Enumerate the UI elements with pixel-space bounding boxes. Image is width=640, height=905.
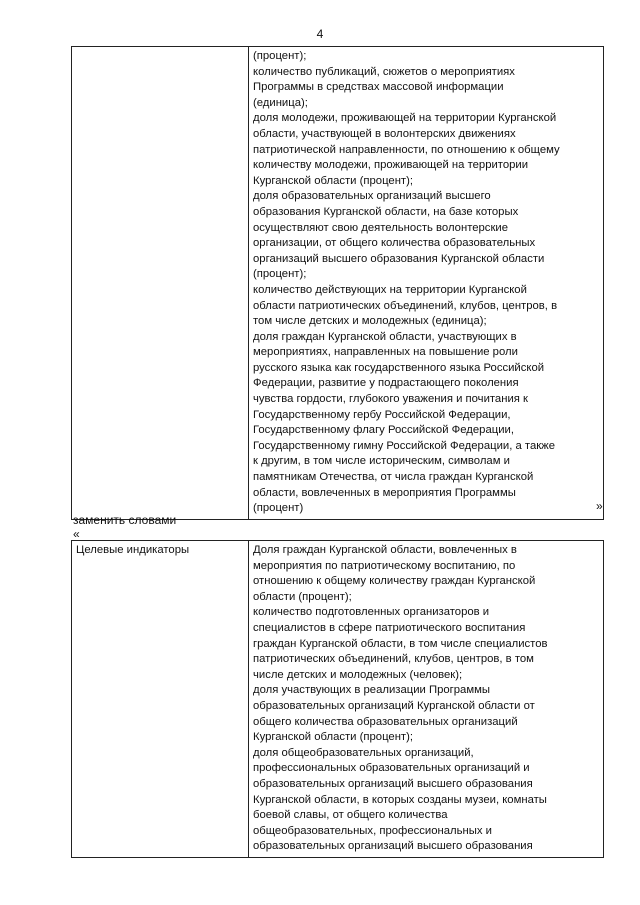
text-line: Государственному гимну Российской Федерации, а также: [253, 439, 556, 452]
text-line: (единица);: [253, 96, 308, 109]
text-line: доля образовательных организаций высшего: [253, 190, 491, 203]
text-line: организаций высшего образования Курганской области: [253, 252, 545, 265]
text-line: организации, от общего количества образовательных: [253, 237, 536, 250]
text-line: патриотических объединений, клубов, центров, в том: [253, 653, 534, 666]
text-line: мероприятия по патриотическому воспитанию, по: [253, 559, 516, 572]
table-cell-label: [72, 47, 249, 520]
text-line: общего количества образовательных организаций: [253, 715, 518, 728]
text-line: (процент);: [253, 268, 307, 281]
text-line: числе детских и молодежных (человек);: [253, 668, 463, 681]
text-line: чувства гордости, глубокого уважения и почитания к: [253, 393, 528, 406]
text-line: количество подготовленных организаторов и: [253, 606, 490, 619]
page-number: 4: [316, 27, 324, 41]
text-line: Программы в средствах массовой информации: [253, 81, 504, 94]
indicators-table-new: [71, 540, 604, 858]
text-line: Государственному флагу Российской Федерации,: [253, 424, 514, 437]
text-line: Федерации, развитие у подрастающего поколения: [253, 377, 519, 390]
text-line: Курганской области (процент);: [253, 731, 414, 744]
replace-instruction: заменить словами: [73, 513, 177, 527]
text-line: отношению к общему количеству граждан Курганской: [253, 575, 536, 588]
table-row: [72, 541, 604, 858]
text-line: памятникам Отечества, от числа граждан Курганской: [253, 471, 534, 484]
indicators-table-old: [71, 46, 604, 520]
text-line: доля участвующих в реализации Программы: [253, 684, 490, 697]
text-line: образовательных организаций высшего образования: [253, 777, 533, 790]
text-line: области, вовлеченных в мероприятия Программы: [253, 486, 516, 499]
text-line: мероприятиях, направленных на повышение роли: [253, 346, 518, 359]
text-line: боевой славы, от общего количества: [253, 809, 448, 822]
text-line: к другим, в том числе историческим, символам и: [253, 455, 510, 468]
text-line: том числе детских и молодежных (единица);: [253, 315, 487, 328]
text-line: специалистов в сфере патриотического воспитания: [253, 621, 526, 634]
text-line: русского языка как государственного языка Российской: [253, 361, 545, 374]
text-line: количество действующих на территории Курганской: [253, 283, 527, 296]
text-line: области патриотических объединений, клубов, центров, в: [253, 299, 558, 312]
text-line: доля молодежи, проживающей на территории Курганской: [253, 112, 557, 125]
text-line: количеству молодежи, проживающей на территории: [253, 159, 529, 172]
text-line: граждан Курганской области, в том числе специалистов: [253, 637, 548, 650]
text-line: количество публикаций, сюжетов о мероприятиях: [253, 65, 515, 78]
text-line: области, участвующей в волонтерских движениях: [253, 127, 516, 140]
opening-quote: «: [73, 527, 80, 541]
text-line: Государственному гербу Российской Федерации,: [253, 408, 511, 421]
table-cell-content: [249, 541, 604, 858]
text-line: доля общеобразовательных организаций,: [253, 746, 474, 759]
text-line: Курганской области, в которых созданы музеи, комнаты: [253, 793, 547, 806]
text-line: области (процент);: [253, 590, 352, 603]
text-line: профессиональных образовательных организаций и: [253, 762, 530, 775]
table-cell-content: [249, 47, 604, 520]
text-line: осуществляют свою деятельность волонтерские: [253, 221, 508, 234]
text-line: Курганской области (процент);: [253, 174, 414, 187]
text-line: доля граждан Курганской области, участвующих в: [253, 330, 517, 343]
table-row: [72, 47, 604, 520]
table-cell-label: Целевые индикаторы: [72, 541, 249, 858]
text-line: общеобразовательных, профессиональных и: [253, 824, 492, 837]
text-line: патриотической направленности, по отношению к общему: [253, 143, 560, 156]
text-line: Доля граждан Курганской области, вовлеченных в: [253, 544, 517, 556]
text-line: образования Курганской области, на базе которых: [253, 205, 519, 218]
text-line: образовательных организаций Курганской области от: [253, 699, 535, 712]
text-line: (процент);: [253, 50, 307, 62]
text-line: (процент): [253, 502, 304, 515]
text-line: образовательных организаций высшего образования: [253, 840, 533, 853]
closing-quote: »: [596, 499, 603, 513]
